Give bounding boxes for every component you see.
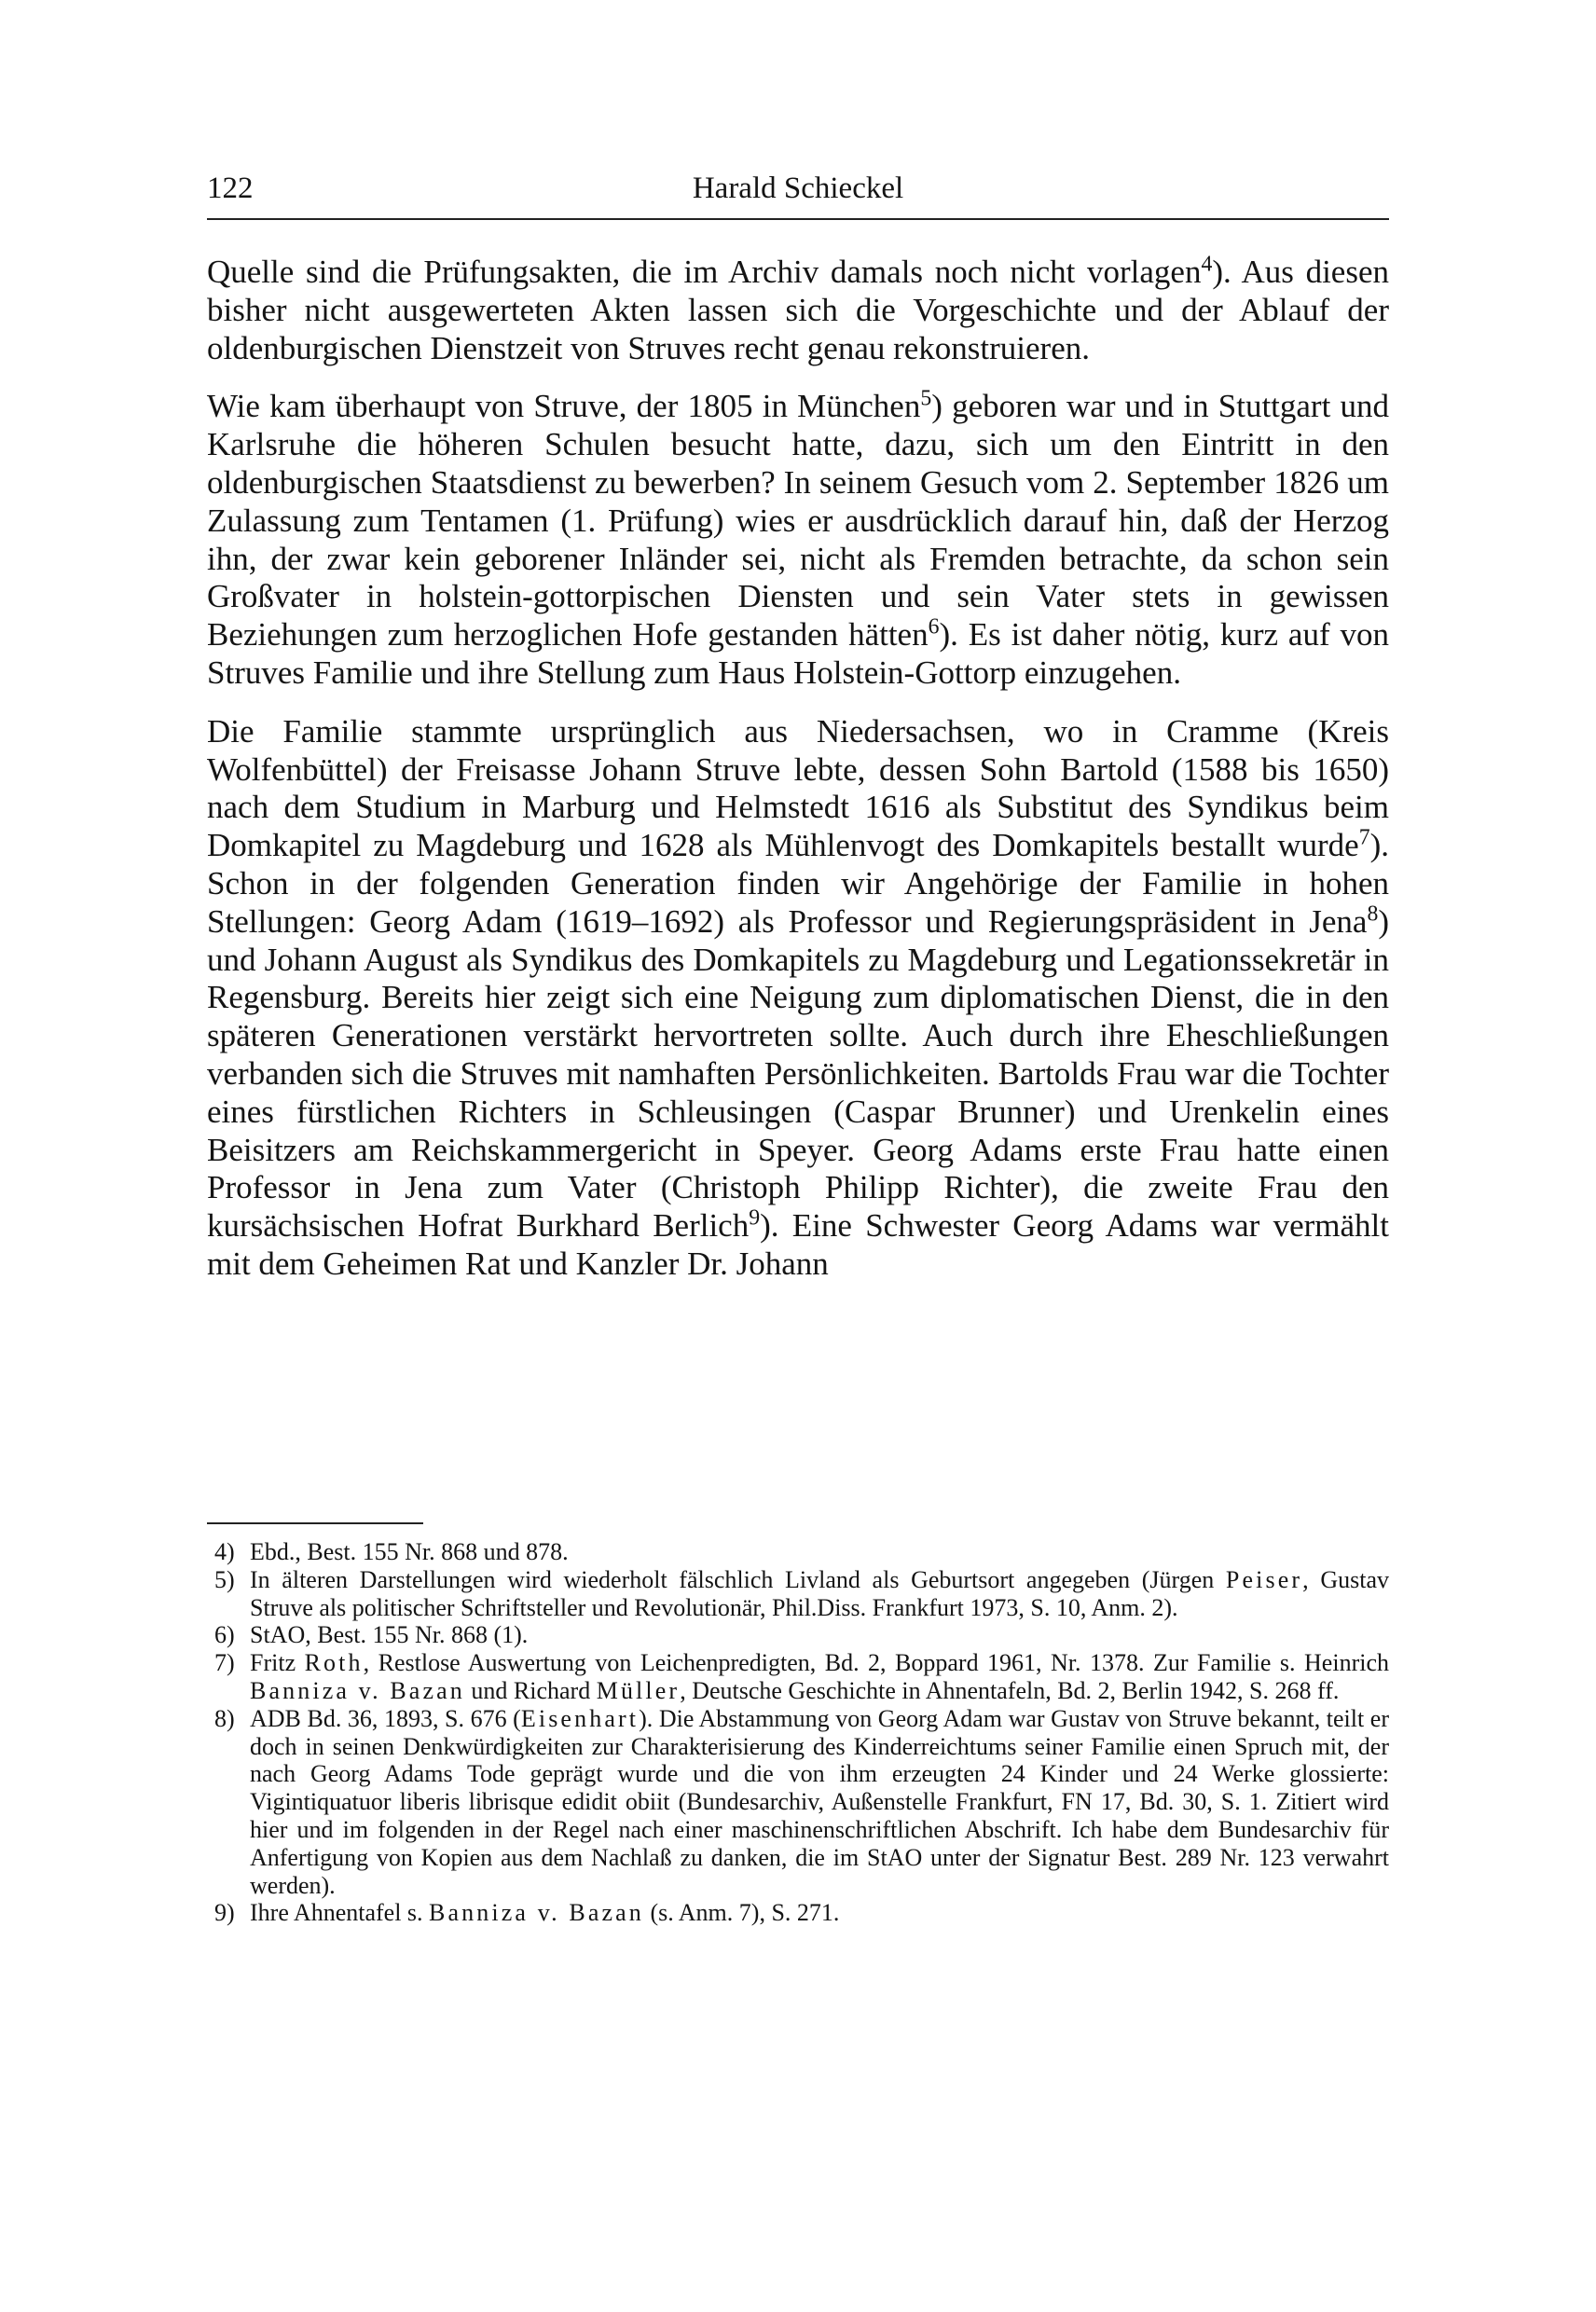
footnote-marker: 6)	[214, 1621, 235, 1649]
footnote-reference: 8	[1367, 901, 1379, 927]
footnote	[207, 1899, 1389, 1927]
footnote-text: (s. Anm. 7), S. 271.	[643, 1899, 840, 1927]
paragraph-text: ). Eine Schwester Georg Adams war vermählt mit dem Geheimen Rat und Kanzler Dr. Johann	[207, 1207, 1389, 1282]
footnote-text: , Gustav Struve als politischer Schriftsteller und Revolutionär, Phil.Diss. Frankfurt 1973, S. 10, Anm. 2).	[250, 1565, 1389, 1621]
footnote-text: ). Die Abstammung von Georg Adam war Gustav von Struve bekannt, teilt er doch in seinen Denkwürdigkeiten zur Charakterisierung des Kinderreichtums seiner Familie einen Spruch mit, der nach Georg Adams Tode geprägt wurde und die von ihm erzeugten 24 Kinder und 24 Werke glossierte: Vigintiquatuor liberis librisque edidit obiit (Bundesarchiv, Außenstelle Frankfurt, FN 17, Bd. 30, S. 1. Zitiert wird hier und im folgenden in der Regel nach einer maschinenschriftlichen Abschrift. Ich habe dem Bundesarchiv für Anfertigung von Kopien aus dem Nachlaß zu danken, die im StAO unter der Signatur Best. 289 Nr. 123 verwahrt werden).	[250, 1704, 1389, 1899]
page-number: 122	[207, 172, 254, 205]
footnote-author-name: Banniza v. Bazan	[429, 1899, 644, 1927]
paragraph-text: ) und Johann August als Syndikus des Domkapitels zu Magdeburg und Legationssekretär in Regensburg. Bereits hier zeigt sich eine Neigung zum diplomatischen Dienst, die in den späteren Generationen verstärkt hervortreten sollte. Auch durch ihre Eheschließungen verbanden sich die Struves mit namhaften Persönlichkeiten. Bartolds Frau war die Tochter eines fürstlichen Richters in Schleusingen (Caspar Brunner) und Urenkelin eines Beisitzers am Reichskammergericht in Speyer. Georg Adams erste Frau hatte einen Professor in Jena zum Vater (Christoph Philipp Richter), die zweite Frau den kursächsischen Hofrat Burkhard Berlich	[207, 902, 1389, 1245]
footnote-reference: 7	[1358, 825, 1370, 850]
body-paragraph	[207, 388, 1389, 692]
footnote	[207, 1705, 1389, 1900]
footnote-text: Ebd., Best. 155 Nr. 868 und 878.	[250, 1538, 569, 1565]
paragraph-text: ). Schon in der folgenden Generation finden wir Angehörige der Familie in hohen Stellungen: Georg Adam (1619–1692) als Professor und Regierungspräsident in Jena	[207, 827, 1389, 940]
footnote-author-name: Banniza v. Bazan	[250, 1676, 465, 1704]
paragraph-text: ). Es ist daher nötig, kurz auf von Struves Familie und ihre Stellung zum Haus Holstein-Gottorp einzugehen.	[207, 616, 1390, 691]
footnote-text: , Restlose Auswertung von Leichenpredigten, Bd. 2, Boppard 1961, Nr. 1378. Zur Familie s. Heinrich	[363, 1649, 1389, 1677]
footnote-text: Ihre Ahnentafel s.	[250, 1899, 430, 1927]
paragraph-text: Quelle sind die Prüfungsakten, die im Archiv damals noch nicht vorlagen	[207, 254, 1202, 290]
footnote-reference: 9	[749, 1205, 761, 1231]
footnote-rule	[207, 1522, 423, 1524]
body-text	[207, 254, 1389, 1304]
paragraph-text: ). Aus diesen bisher nicht ausgewerteten Akten lassen sich die Vorgeschichte und der Ablauf der oldenburgischen Dienstzeit von Struves recht genau rekonstruieren.	[207, 254, 1389, 366]
paragraph-text: ) geboren war und in Stuttgart und Karlsruhe die höheren Schulen besucht hatte, dazu, sich um den Eintritt in den oldenburgischen Staatsdienst zu bewerben? In seinem Gesuch vom 2. September 1826 um Zulassung zum Tentamen (1. Prüfung) wies er ausdrücklich darauf hin, daß der Herzog ihn, der zwar kein geborener Inländer sei, nicht als Fremden betrachte, da schon sein Großvater in holstein-gottorpischen Diensten und sein Vater stets in gewissen Beziehungen zum herzoglichen Hofe gestanden hätten	[207, 388, 1389, 654]
footnote-marker: 9)	[214, 1899, 235, 1927]
footnote-marker: 7)	[214, 1649, 235, 1677]
footnote	[207, 1649, 1389, 1705]
body-paragraph	[207, 713, 1389, 1284]
footnote-text: StAO, Best. 155 Nr. 868 (1).	[250, 1621, 529, 1649]
footnote-author-name: Eisenhart	[520, 1704, 640, 1732]
footnote-text: In älteren Darstellungen wird wiederholt fälschlich Livland als Geburtsort angegeben (Jürgen	[250, 1565, 1226, 1593]
footnote-marker: 8)	[214, 1704, 235, 1732]
footnote-reference: 5	[920, 386, 932, 411]
footnote-text: , Deutsche Geschichte in Ahnentafeln, Bd. 2, Berlin 1942, S. 268 ff.	[680, 1676, 1340, 1704]
footnote-reference: 4	[1201, 252, 1213, 277]
footnote-marker: 5)	[214, 1565, 235, 1593]
footnote-author-name: Müller	[596, 1676, 681, 1704]
body-paragraph	[207, 254, 1389, 367]
footnote-author-name: Peiser	[1225, 1565, 1303, 1593]
running-head: Harald Schieckel	[692, 172, 904, 205]
paragraph-text: Die Familie stammte ursprünglich aus Niedersachsen, wo in Cramme (Kreis Wolfenbüttel) der Freisasse Johann Struve lebte, dessen Sohn Bartold (1588 bis 1650) nach dem Studium in Marburg und Helmstedt 1616 als Substitut des Syndikus beim Domkapitel zu Magdeburg und 1628 als Mühlenvogt des Domkapitels bestallt wurde	[207, 712, 1389, 864]
page-header	[207, 168, 1389, 209]
footnote-text: ADB Bd. 36, 1893, S. 676 (	[250, 1704, 521, 1732]
footnote-author-name: Roth	[304, 1649, 364, 1677]
footnote	[207, 1538, 1389, 1566]
footnote-reference: 6	[928, 614, 940, 640]
footnote	[207, 1621, 1389, 1649]
footnote-text: und Richard	[464, 1676, 597, 1704]
footnote-marker: 4)	[214, 1538, 235, 1565]
footnotes	[207, 1538, 1389, 1927]
footnote-text: Fritz	[250, 1649, 305, 1677]
paragraph-text: Wie kam überhaupt von Struve, der 1805 in München	[207, 388, 921, 425]
footnote	[207, 1566, 1389, 1622]
header-rule	[207, 218, 1389, 220]
